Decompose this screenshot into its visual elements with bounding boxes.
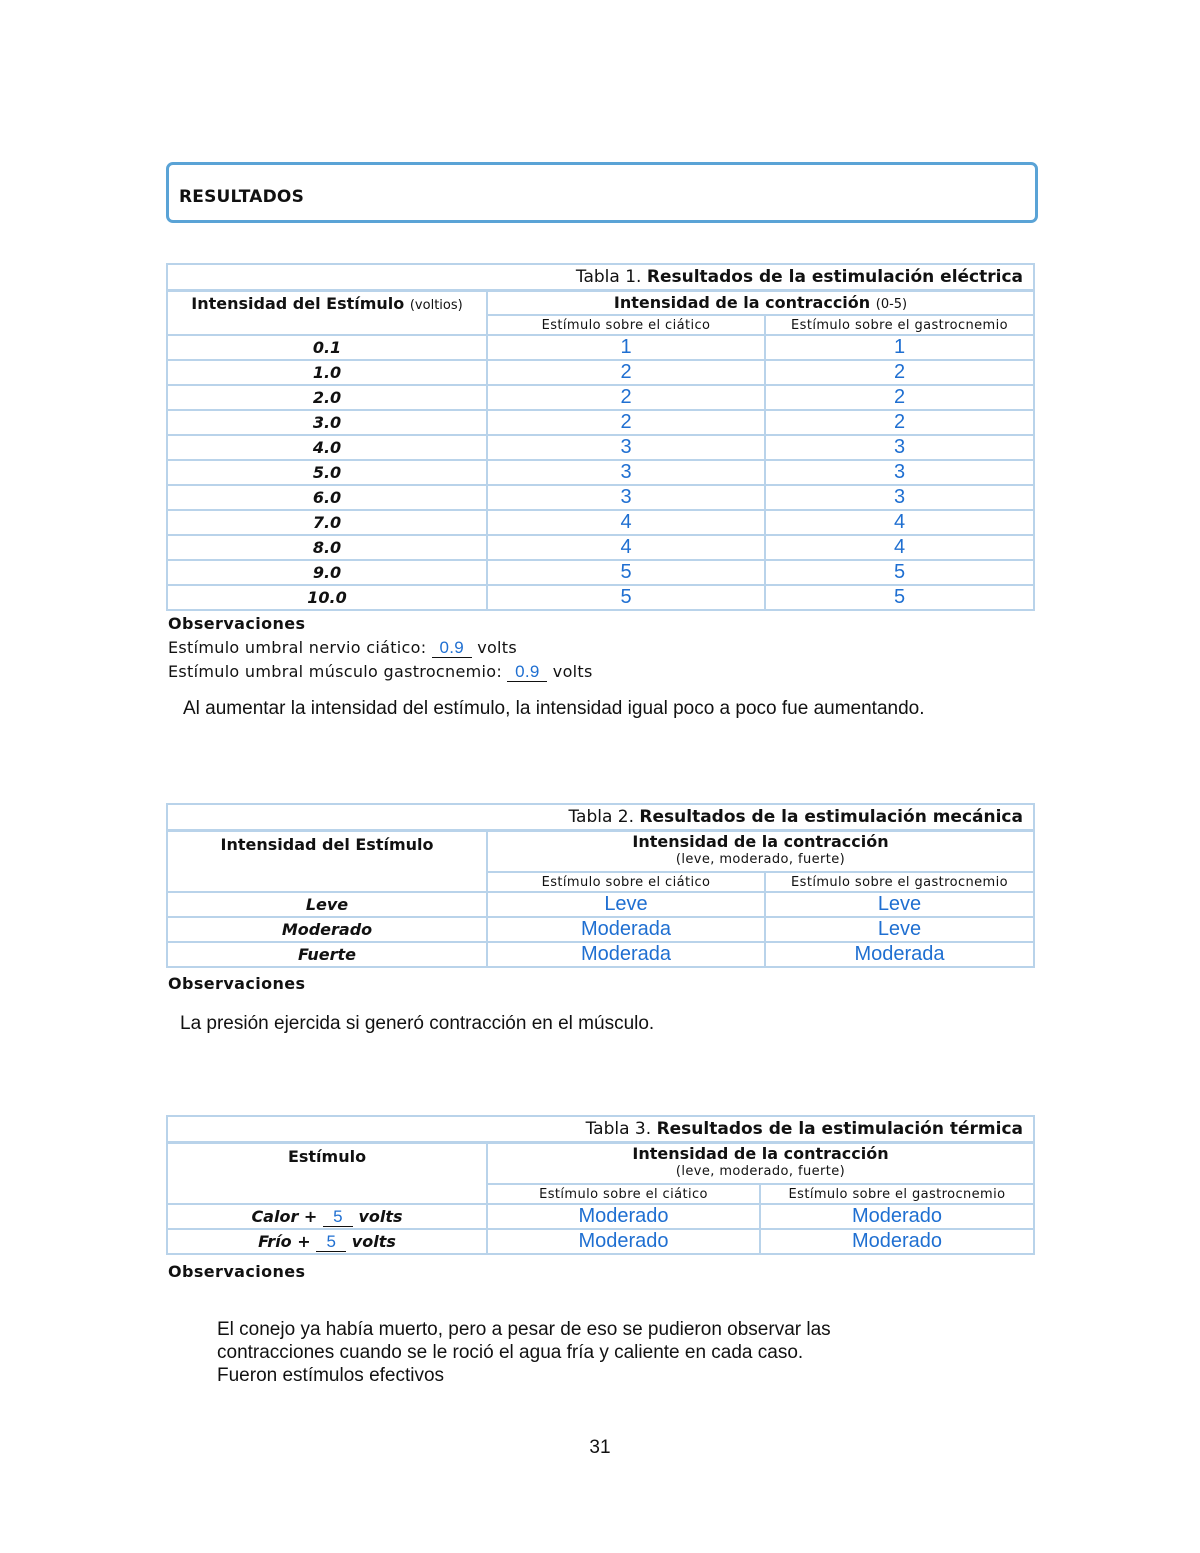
cell-ciatico: 4 — [487, 535, 765, 560]
cell-gastro: Moderado — [760, 1204, 1034, 1229]
table-row — [167, 460, 1034, 485]
stimulus-label: Frío + — [258, 1231, 311, 1251]
cell-gastro: Leve — [765, 917, 1034, 942]
table-electrical — [166, 263, 1035, 611]
umbral-musculo-line — [168, 662, 593, 682]
row-intensity: 3.0 — [167, 410, 487, 435]
umbral-musculo-label: Estímulo umbral músculo gastrocnemio: — [168, 662, 503, 681]
cell-ciatico: Moderado — [487, 1204, 760, 1229]
table3-col2-scale: (leve, moderado, fuerte) — [675, 1164, 846, 1180]
table-row — [167, 942, 1034, 967]
cell-ciatico: 5 — [487, 585, 765, 610]
cell-gastro: 2 — [765, 360, 1034, 385]
cell-ciatico: 4 — [487, 510, 765, 535]
cell-ciatico: 3 — [487, 435, 765, 460]
cell-gastro: 3 — [765, 460, 1034, 485]
umbral-musculo-value: 0.9 — [507, 663, 547, 682]
table2-col1-header: Intensidad del Estímulo — [167, 830, 487, 892]
table2-observations-label: Observaciones — [168, 974, 306, 993]
table2-col2-header — [487, 830, 1034, 872]
table-row — [167, 1229, 1034, 1254]
cell-gastro: 2 — [765, 385, 1034, 410]
table1-caption — [167, 264, 1034, 290]
cell-gastro: Moderada — [765, 942, 1034, 967]
cell-gastro: 4 — [765, 510, 1034, 535]
row-stimulus — [167, 1204, 487, 1229]
table-row — [167, 1204, 1034, 1229]
observation-line: Fueron estímulos efectivos — [217, 1365, 445, 1386]
table3-caption — [167, 1116, 1034, 1142]
table1-observation-text: Al aumentar la intensidad del estímulo, la intensidad igual poco a poco fue aumentando. — [183, 698, 925, 719]
table2-caption-title: Resultados de la estimulación mecánica — [639, 806, 1023, 827]
cell-ciatico: 5 — [487, 560, 765, 585]
table-row — [167, 385, 1034, 410]
table1-sub-ciatico: Estímulo sobre el ciático — [487, 315, 765, 335]
umbral-nervio-line — [168, 638, 517, 658]
row-intensity: 7.0 — [167, 510, 487, 535]
table1-col2-header — [487, 290, 1034, 315]
table2-col2-scale: (leve, moderado, fuerte) — [675, 852, 846, 868]
row-intensity: 10.0 — [167, 585, 487, 610]
table2-caption-prefix: Tabla 2. — [568, 806, 634, 827]
cell-gastro: 2 — [765, 410, 1034, 435]
row-intensity: 6.0 — [167, 485, 487, 510]
cell-gastro: 5 — [765, 560, 1034, 585]
table3-col2-header — [487, 1142, 1034, 1184]
row-intensity: 1.0 — [167, 360, 487, 385]
cell-gastro: 5 — [765, 585, 1034, 610]
table-row — [167, 410, 1034, 435]
cell-ciatico: Moderado — [487, 1229, 760, 1254]
cell-gastro: 1 — [765, 335, 1034, 360]
row-intensity: 9.0 — [167, 560, 487, 585]
table-row — [167, 435, 1034, 460]
row-stimulus — [167, 1229, 487, 1254]
row-intensity: 8.0 — [167, 535, 487, 560]
row-intensity: 2.0 — [167, 385, 487, 410]
table1-col1-header — [167, 290, 487, 335]
umbral-musculo-unit: volts — [552, 662, 593, 681]
table-row — [167, 335, 1034, 360]
table3-col2-header-text: Intensidad de la contracción — [632, 1144, 889, 1164]
stimulus-volts-value: 5 — [316, 1233, 346, 1252]
cell-ciatico: 2 — [487, 360, 765, 385]
cell-gastro: Leve — [765, 892, 1034, 917]
table3-observation-text — [217, 1318, 831, 1387]
section-header-box — [166, 162, 1038, 223]
table3-col1-header: Estímulo — [167, 1142, 487, 1204]
table2-col2-header-text: Intensidad de la contracción — [632, 832, 889, 852]
table2-caption — [167, 804, 1034, 830]
table1-caption-title: Resultados de la estimulación eléctrica — [646, 266, 1024, 287]
table3-sub-gastro: Estímulo sobre el gastrocnemio — [760, 1184, 1034, 1204]
table-row — [167, 585, 1034, 610]
col2-header-text: Intensidad de la contracción — [613, 293, 871, 313]
row-intensity: Fuerte — [167, 942, 487, 967]
cell-gastro: 4 — [765, 535, 1034, 560]
cell-ciatico: 1 — [487, 335, 765, 360]
row-intensity: 0.1 — [167, 335, 487, 360]
table3-sub-ciatico: Estímulo sobre el ciático — [487, 1184, 760, 1204]
observation-line: El conejo ya había muerto, pero a pesar de eso se pudieron observar las — [217, 1319, 831, 1340]
cell-gastro: 3 — [765, 485, 1034, 510]
table-row — [167, 560, 1034, 585]
table2-observation-text: La presión ejercida si generó contracción en el músculo. — [180, 1013, 655, 1034]
table2-sub-ciatico: Estímulo sobre el ciático — [487, 872, 765, 892]
row-intensity: 4.0 — [167, 435, 487, 460]
row-intensity: Leve — [167, 892, 487, 917]
cell-ciatico: 3 — [487, 460, 765, 485]
col1-header-text: Intensidad del Estímulo — [191, 293, 405, 313]
section-title: RESULTADOS — [179, 187, 305, 207]
col1-unit: (voltios) — [409, 297, 463, 313]
table-row — [167, 485, 1034, 510]
stimulus-volts-label: volts — [351, 1231, 396, 1251]
table1-observations-label: Observaciones — [168, 614, 306, 633]
cell-ciatico: 2 — [487, 410, 765, 435]
stimulus-volts-label: volts — [358, 1206, 403, 1226]
cell-ciatico: Moderada — [487, 942, 765, 967]
table-row — [167, 917, 1034, 942]
table-mechanical — [166, 803, 1035, 968]
table3-caption-title: Resultados de la estimulación térmica — [656, 1118, 1024, 1139]
col2-range: (0-5) — [875, 297, 908, 313]
umbral-nervio-label: Estímulo umbral nervio ciático: — [168, 638, 427, 657]
page-number: 31 — [589, 1437, 611, 1458]
table3-caption-prefix: Tabla 3. — [585, 1118, 652, 1139]
table3-observations-label: Observaciones — [168, 1262, 306, 1281]
cell-ciatico: Moderada — [487, 917, 765, 942]
cell-gastro: Moderado — [760, 1229, 1034, 1254]
table-thermal — [166, 1115, 1035, 1255]
stimulus-label: Calor + — [251, 1206, 318, 1226]
table2-sub-gastro: Estímulo sobre el gastrocnemio — [765, 872, 1034, 892]
table1-sub-gastro: Estímulo sobre el gastrocnemio — [765, 315, 1034, 335]
table1-caption-prefix: Tabla 1. — [575, 266, 642, 287]
table-row — [167, 360, 1034, 385]
table-row — [167, 510, 1034, 535]
cell-gastro: 3 — [765, 435, 1034, 460]
cell-ciatico: 3 — [487, 485, 765, 510]
table-row — [167, 535, 1034, 560]
row-intensity: 5.0 — [167, 460, 487, 485]
observation-line: contracciones cuando se le roció el agua fría y caliente en cada caso. — [217, 1342, 804, 1363]
stimulus-volts-value: 5 — [323, 1208, 353, 1227]
row-intensity: Moderado — [167, 917, 487, 942]
table-row — [167, 892, 1034, 917]
cell-ciatico: 2 — [487, 385, 765, 410]
umbral-nervio-unit: volts — [477, 638, 517, 657]
cell-ciatico: Leve — [487, 892, 765, 917]
umbral-nervio-value: 0.9 — [432, 639, 472, 658]
